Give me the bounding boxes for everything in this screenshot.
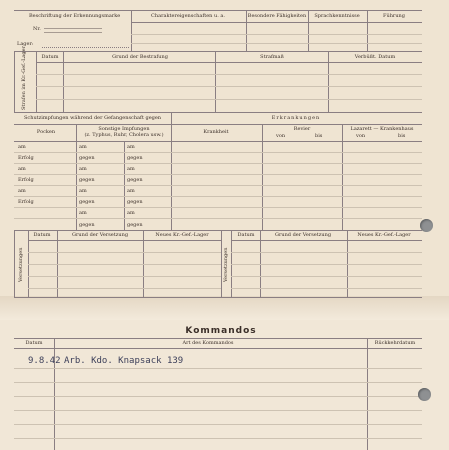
impf-row-sonstige-1: am: [79, 210, 87, 216]
versetzungen-side-label-right: Versetzungen: [223, 247, 229, 282]
versetzung-header-neues: Neues Kr.-Gef.-Lager: [155, 232, 209, 238]
versetzung-header-datum: Datum: [33, 232, 51, 238]
impf-row-sonstige-1: am: [79, 188, 87, 194]
versetzung-header-neues: Neues Kr.-Gef.-Lager: [357, 232, 411, 238]
erkrankungen-header-lazarett: Lazarett — Krankenhaus: [350, 126, 414, 132]
impf-row-pocken: Erfolg: [18, 177, 34, 183]
header-faehigkeiten: Besondere Fähigkeiten: [247, 13, 307, 19]
strafen-header-verbuesst: Verbüßt. Datum: [354, 54, 396, 60]
impf-row-sonstige-2: am: [127, 188, 135, 194]
versetzungen-side-label-left: Versetzungen: [18, 247, 24, 282]
header-sprach: Sprachkenntnisse: [314, 13, 360, 19]
kommando-entry-date: 9.8.42: [28, 356, 61, 366]
schutz-header-sonstige: Sonstige Impfungen: [98, 126, 150, 132]
impf-row-pocken: Erfolg: [18, 155, 34, 161]
impf-row-sonstige-2: am: [127, 210, 135, 216]
strafen-header-strafmass: Strafmaß: [260, 54, 284, 60]
erkrankungen-header-revier: Revier: [293, 126, 311, 132]
tag-number-stamp: [44, 28, 102, 33]
versetzung-header-grund: Grund der Versetzung: [274, 232, 332, 238]
impf-row-sonstige-1: gegen: [79, 222, 95, 228]
schutz-header-pocken: Pocken: [36, 129, 56, 135]
impf-row-sonstige-2: gegen: [127, 155, 143, 161]
impf-row-pocken: am: [18, 188, 26, 194]
versetzung-header-datum: Datum: [237, 232, 255, 238]
impf-row-sonstige-1: gegen: [79, 177, 95, 183]
impf-row-pocken: am: [18, 144, 26, 150]
tag-label: Beschriftung der Erkennungsmarke: [29, 13, 121, 19]
kommandos-header-art: Art des Kommandos: [182, 340, 234, 346]
impf-row-sonstige-2: am: [127, 144, 135, 150]
lazarett-von: von: [356, 133, 366, 139]
strafen-header-datum: Datum: [41, 54, 59, 60]
erkrankungen-header: Erkrankungen: [271, 115, 321, 121]
impf-row-pocken: Erfolg: [18, 199, 34, 205]
strafen-header-grund: Grund der Bestrafung: [112, 54, 168, 60]
header-fuehrung: Führung: [383, 13, 405, 19]
revier-von: von: [276, 133, 286, 139]
kommandos-header-rueckkehr: Rückkehrdatum: [374, 340, 416, 346]
lazarett-bis: bis: [398, 133, 406, 139]
schutz-header: Schutzimpfungen während der Gefangenschaft gegen: [24, 115, 162, 121]
impf-row-sonstige-2: gegen: [127, 177, 143, 183]
kommandos-title: Kommandos: [185, 326, 257, 336]
kommandos-header-datum: Datum: [25, 340, 43, 346]
impf-row-sonstige-2: gegen: [127, 222, 143, 228]
strafen-side-label: Strafen im Kr.-Gef.-Lager: [21, 46, 27, 110]
versetzung-header-grund: Grund der Versetzung: [71, 232, 129, 238]
header-charakter: Charaktereigenschaften u. a.: [151, 13, 225, 19]
impf-row-pocken: am: [18, 166, 26, 172]
fold-crease: [0, 296, 449, 320]
impf-row-sonstige-1: am: [79, 166, 87, 172]
tag-nr-label: Nr.: [33, 26, 41, 32]
punch-hole: [418, 388, 431, 401]
impf-row-sonstige-1: gegen: [79, 199, 95, 205]
impf-row-sonstige-2: am: [127, 166, 135, 172]
lager-label: Lager:: [17, 41, 34, 47]
kommando-entry-art: Arb. Kdo. Knapsack 139: [64, 356, 184, 366]
impf-row-sonstige-1: gegen: [79, 155, 95, 161]
revier-bis: bis: [315, 133, 323, 139]
punch-hole: [420, 219, 433, 232]
impf-row-sonstige-2: gegen: [127, 199, 143, 205]
impf-row-sonstige-1: am: [79, 144, 87, 150]
erkrankungen-header-krankheit: Krankheit: [203, 129, 229, 135]
schutz-header-sonstige-note: (z. Typhus, Ruhr, Cholera usw.): [84, 132, 164, 138]
